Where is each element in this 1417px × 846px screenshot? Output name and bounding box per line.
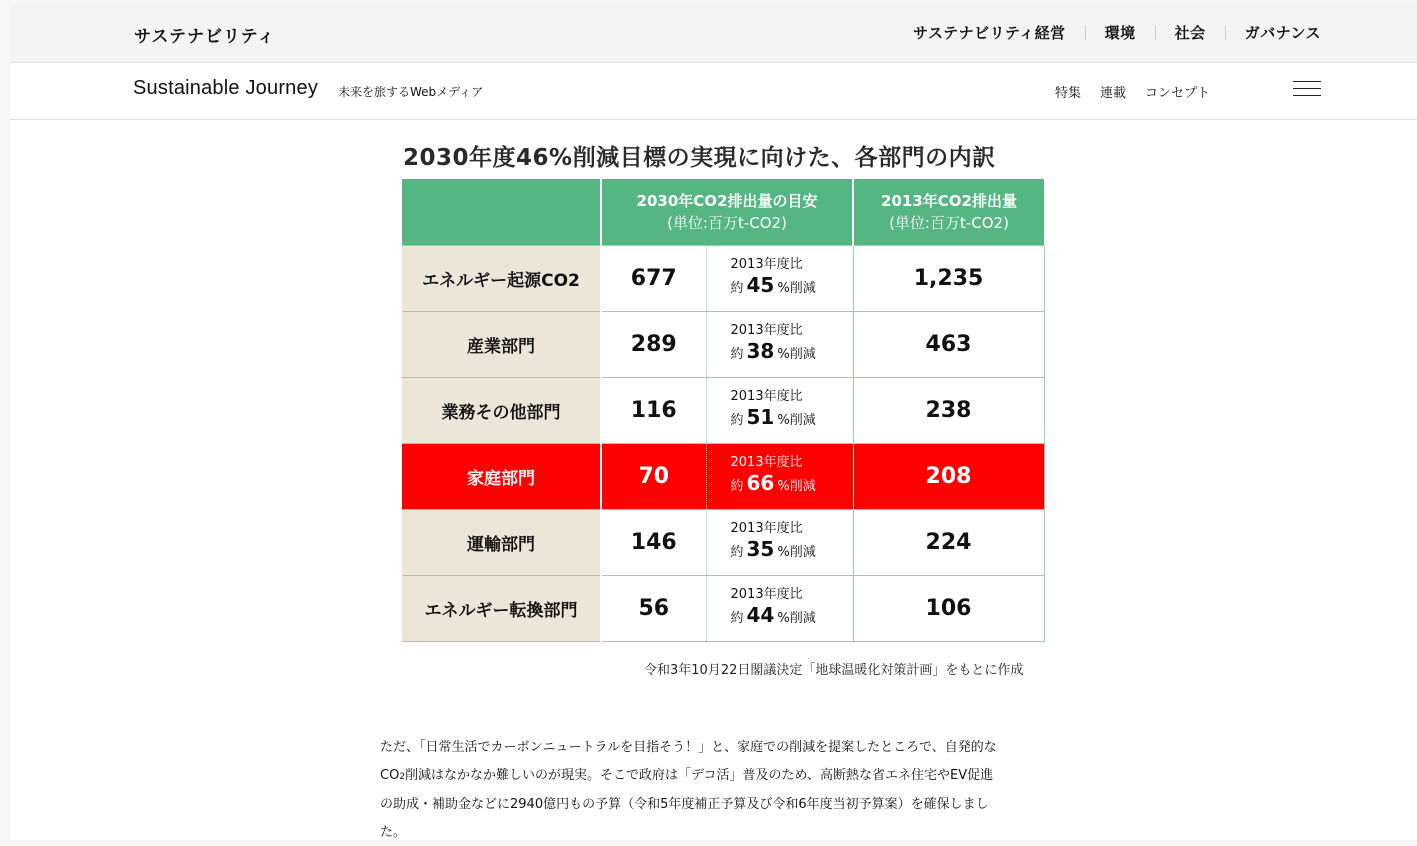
top-bar	[10, 4, 1417, 63]
nav-environment[interactable]: 環境	[1104, 24, 1136, 42]
site-tagline: 未来を旅するWebメディア	[338, 85, 484, 99]
infographic-title: 2030年度46%削減目標の実現に向けた、各部門の内訳	[403, 145, 996, 171]
value-2030: 677	[601, 246, 706, 312]
nav-governance[interactable]: ガバナンス	[1244, 24, 1321, 42]
source-note: 令和3年10月22日閣議決定「地球温暖化対策計画」をもとに作成	[644, 663, 1024, 678]
sector-label: エネルギー転換部門	[402, 576, 601, 642]
reduction-ratio: 2013年度比 約 35 %削減	[706, 510, 853, 576]
value-2013: 106	[853, 576, 1044, 642]
reduction-ratio: 2013年度比 約 44 %削減	[706, 576, 853, 642]
value-2013: 463	[853, 312, 1044, 378]
site-title-link[interactable]: Sustainable Journey	[133, 77, 319, 99]
sub-nav	[1055, 82, 1229, 101]
nav-society[interactable]: 社会	[1174, 24, 1206, 42]
header-2013: 2013年CO2排出量 (単位:百万t-CO2)	[853, 179, 1044, 246]
table-header-row	[402, 179, 1044, 246]
top-nav	[913, 22, 1321, 43]
page	[10, 4, 1417, 840]
menu-icon[interactable]	[1293, 81, 1321, 99]
subnav-features[interactable]: 特集	[1055, 86, 1082, 101]
table-row	[402, 246, 1044, 312]
subnav-concept[interactable]: コンセプト	[1145, 86, 1211, 101]
table-row	[402, 312, 1044, 378]
header-empty-cell	[402, 179, 601, 246]
sector-label: エネルギー起源CO2	[402, 246, 601, 312]
value-2030: 289	[601, 312, 706, 378]
table-row	[402, 510, 1044, 576]
nav-divider	[1225, 26, 1226, 40]
reduction-ratio: 2013年度比 約 38 %削減	[706, 312, 853, 378]
table-row	[402, 378, 1044, 444]
value-2013: 208	[853, 444, 1044, 510]
emissions-table	[402, 179, 1045, 642]
sector-label: 業務その他部門	[402, 378, 601, 444]
brand-link[interactable]: サステナビリティ	[134, 27, 276, 47]
reduction-ratio: 2013年度比 約 51 %削減	[706, 378, 853, 444]
sector-label: 家庭部門	[402, 444, 601, 510]
reduction-ratio: 2013年度比 約 45 %削減	[706, 246, 853, 312]
value-2013: 1,235	[853, 246, 1044, 312]
value-2030: 146	[601, 510, 706, 576]
subnav-series[interactable]: 連載	[1100, 86, 1127, 101]
sector-label: 運輸部門	[402, 510, 601, 576]
nav-divider	[1085, 26, 1086, 40]
table-row	[402, 444, 1044, 510]
nav-sustainability-management[interactable]: サステナビリティ経営	[913, 24, 1066, 42]
value-2030: 70	[601, 444, 706, 510]
sector-label: 産業部門	[402, 312, 601, 378]
article-paragraph: ただ、「日常生活でカーボンニュートラルを目指そう！」と、家庭での削減を提案したところで、自発的な CO2削減はなかなか難しいのが現実。そこで政府は「デコ活」普及のため、高断熱な省エネ住宅やEV促進 の助成・補助金などに2940億円もの予算（令和5年度補正予算及び令和6年度当初予算案）を確保しまし た。	[380, 740, 997, 840]
sub-header	[10, 63, 1417, 120]
reduction-ratio: 2013年度比 約 66 %削減	[706, 444, 853, 510]
header-2030: 2030年CO2排出量の目安 (単位:百万t-CO2)	[601, 179, 853, 246]
nav-divider	[1155, 26, 1156, 40]
value-2030: 116	[601, 378, 706, 444]
value-2013: 238	[853, 378, 1044, 444]
table-row	[402, 576, 1044, 642]
value-2013: 224	[853, 510, 1044, 576]
value-2030: 56	[601, 576, 706, 642]
